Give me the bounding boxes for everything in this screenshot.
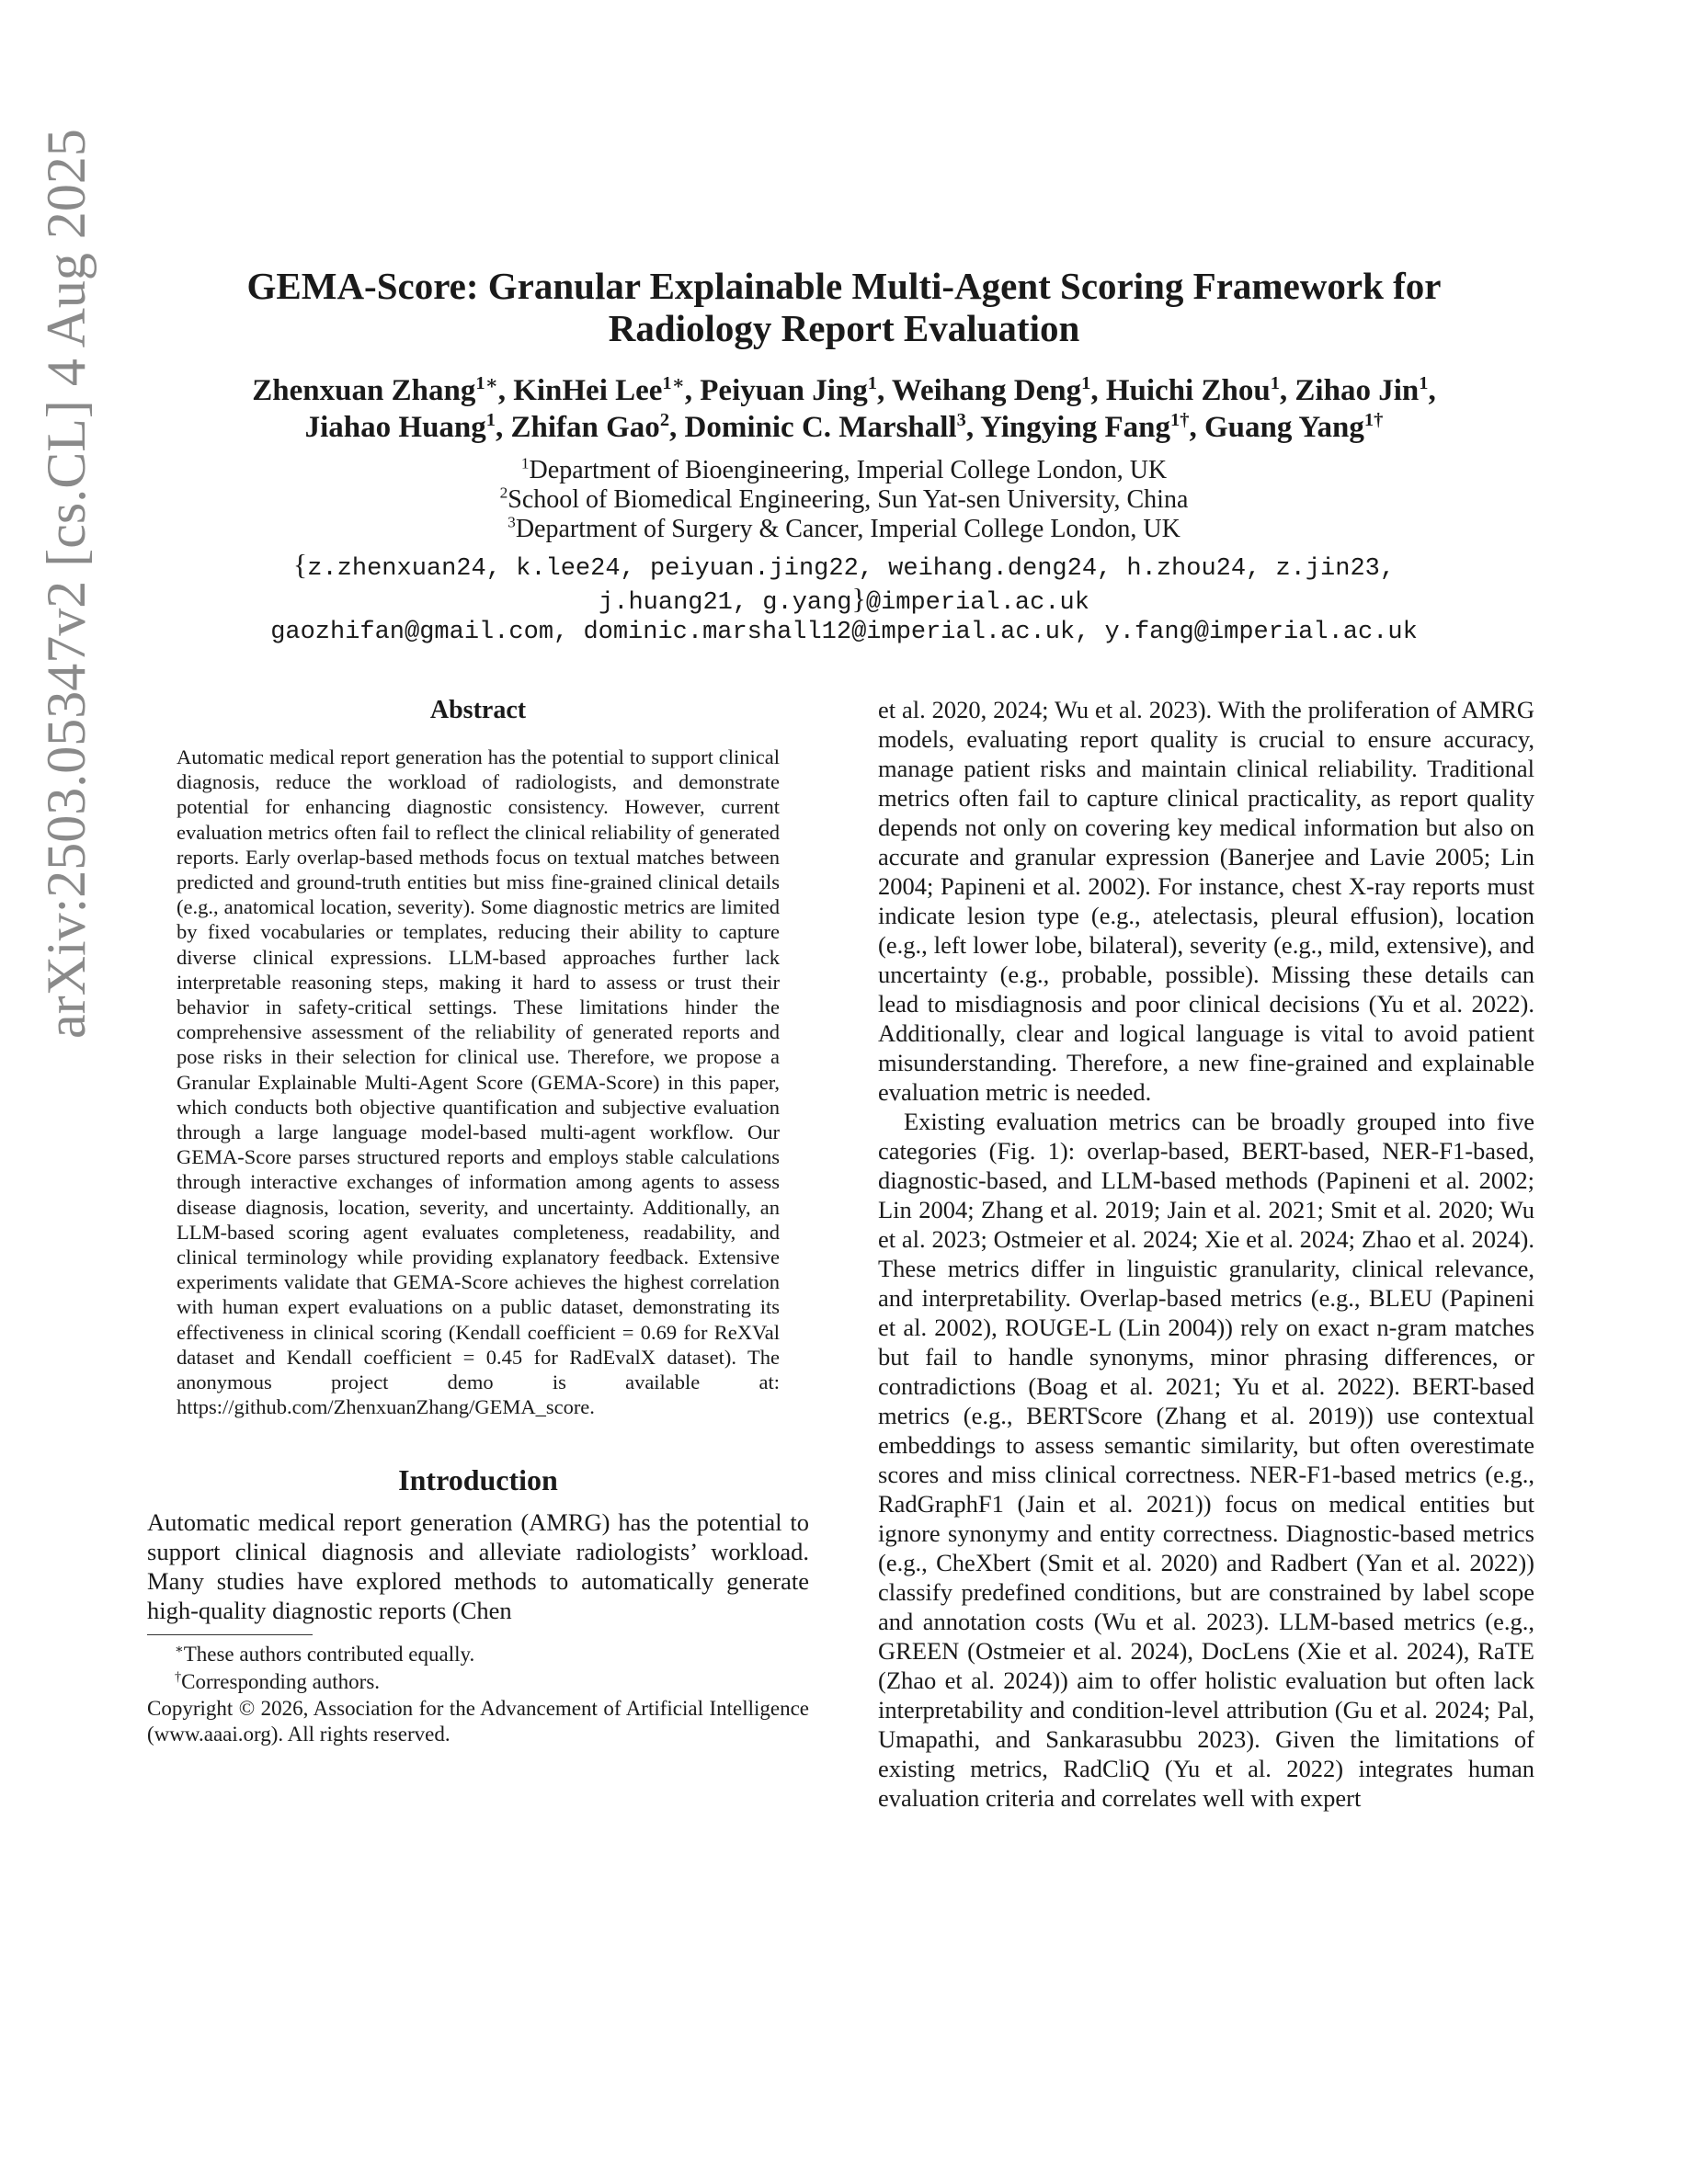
authors-line-2: [138, 409, 1550, 446]
title-line-1: GEMA-Score: Granular Explainable Multi-Agent Scoring Framework for: [246, 265, 1442, 307]
email-line-3: gaozhifan@gmail.com, dominic.marshall12@imperial.ac.uk, y.fang@imperial.ac.uk: [270, 619, 1418, 646]
author: Jiahao Huang$^1$,: [304, 410, 511, 444]
title-line-2: Radiology Report Evaluation: [608, 307, 1080, 349]
author-list: [138, 372, 1550, 446]
footnote-corresponding: †Corresponding authors.: [175, 1669, 381, 1694]
body-paragraph: et al. 2020, 2024; Wu et al. 2023). With the proliferation of AMRG models, evaluating report quality is crucial to ensure accuracy, manage patient risks and maintain clinical reliability. Traditional metrics often fail to capture clinical practicality, as report quality depends not only on covering key medical information but also on accurate and granular expression (Banerjee and Lavie 2005; Lin 2004; Papineni et al. 2002). For instance, chest X-ray reports must indicate lesion type (e.g., atelectasis, pleural effusion), location (e.g., left lower lobe, bilateral), severity (e.g., mild, extensive), and uncertainty (e.g., probable, possible). Missing these details can lead to misdiagnosis and poor clinical decisions (Yu et al. 2022). Additionally, clear and logical language is vital to avoid patient misunderstanding. Therefore, a new fine-grained and explainable evaluation metric is needed.: [878, 696, 1534, 1106]
author: Zihao Jin$^1$,: [1295, 373, 1436, 407]
author: Weihang Deng$^1$,: [891, 373, 1106, 407]
copyright-notice: Copyright © 2026, Association for the Advancement of Artificial Intelligence (www.aaai.org). All rights reserved.: [147, 1697, 809, 1746]
authors-line-1: [138, 372, 1550, 409]
affiliation: $^2$School of Biomedical Engineering, Sun Yat-sen University, China: [499, 483, 1189, 514]
body-paragraph: Existing evaluation metrics can be broadly grouped into five categories (Fig. 1): overlap-based, BERT-based, NER-F1-based, diagnostic-based, and LLM-based methods (Papineni et al. 2002; Lin 2004; Zhang et al. 2019; Jain et al. 2021; Smit et al. 2020; Wu et al. 2023; Ostmeier et al. 2024; Xie et al. 2024; Zhao et al. 2024). These metrics differ in linguistic granularity, clinical relevance, and interpretability. Overlap-based metrics (e.g., BLEU (Papineni et al. 2002), ROUGE-L (Lin 2004)) rely on exact n-gram matches but fail to handle synonyms, minor phrasing differences, or contradictions (Boag et al. 2021; Yu et al. 2022). BERT-based metrics (e.g., BERTScore (Zhang et al. 2019)) use contextual embeddings to assess semantic similarity, but often overestimate scores and miss clinical correctness. NER-F1-based metrics (e.g., RadGraphF1 (Jain et al. 2021)) focus on medical entities but ignore synonymy and entity correctness. Diagnostic-based metrics (e.g., CheXbert (Smit et al. 2020) and Radbert (Yan et al. 2022)) classify predefined conditions, but are constrained by label scope and annotation costs (Wu et al. 2023). LLM-based metrics (e.g., GREEN (Ostmeier et al. 2024), DocLens (Xie et al. 2024), RaTE (Zhao et al. 2024)) aim to offer holistic evaluation but often lack interpretability and condition-level attribution (Gu et al. 2024; Pal, Umapathi, and Sankarasubbu 2023). Given the limitations of existing metrics, RadCliQ (Yu et al. 2022) integrates human evaluation criteria and correlates well with expert: [878, 1108, 1534, 1812]
author: Yingying Fang$^{1\dagger}$,: [980, 410, 1204, 444]
author: Zhifan Gao$^2$,: [510, 410, 685, 444]
right-column: [878, 695, 1534, 1813]
footnote-equal-contribution: ∗These authors contributed equally.: [175, 1642, 475, 1666]
author: Guang Yang$^{1\dagger}$: [1203, 410, 1384, 444]
email-addresses: [138, 550, 1550, 647]
author: Zhenxuan Zhang$^{1∗}$,: [252, 373, 514, 407]
arxiv-identifier: arXiv:2503.05347v2 [cs.CL] 4 Aug 2025: [36, 129, 97, 1039]
author: Dominic C. Marshall$^3$,: [684, 410, 981, 444]
affiliation: $^3$Department of Surgery & Cancer, Imperial College London, UK: [508, 513, 1180, 543]
email-line-2: j.huang21, g.yang}@imperial.ac.uk: [599, 582, 1089, 617]
author: Peiyuan Jing$^1$,: [700, 373, 892, 407]
affiliation: $^1$Department of Bioengineering, Imperial College London, UK: [520, 454, 1168, 484]
abstract-heading: Abstract: [429, 696, 527, 724]
introduction-heading: Introduction: [398, 1463, 558, 1497]
introduction-paragraph: Automatic medical report generation (AMRG) has the potential to support clinical diagnosis and alleviate radiologists’ workload. Many studies have explored methods to automatically generate high-quality diagnostic reports (Chen: [147, 1508, 809, 1625]
author: Huichi Zhou$^1$,: [1105, 373, 1295, 407]
footnote-rule: [147, 1634, 313, 1635]
email-line-1: {z.zhenxuan24, k.lee24, peiyuan.jing22, weihang.deng24, h.zhou24, z.jin23,: [292, 548, 1396, 583]
paper-title: [138, 265, 1550, 349]
affiliations: [138, 456, 1550, 544]
abstract-text: Automatic medical report generation has the potential to support clinical diagnosis, reduce the workload of radiologists, and demonstrate potential for enhancing diagnostic consistency. However, current evaluation metrics often fail to reflect the clinical reliability of generated reports. Early overlap-based methods focus on textual matches between predicted and ground-truth entities but miss fine-grained clinical details (e.g., anatomical location, severity). Some diagnostic metrics are limited by fixed vocabularies or templates, reducing their ability to capture diverse clinical expressions. LLM-based approaches further lack interpretable reasoning steps, making it hard to assess or trust their behavior in safety-critical settings. These limitations hinder the comprehensive assessment of the reliability of generated reports and pose risks in their selection for clinical use. Therefore, we propose a Granular Explainable Multi-Agent Score (GEMA-Score) in this paper, which conducts both objective quantification and subjective evaluation through a large language model-based multi-agent workflow. Our GEMA-Score parses structured reports and employs stable calculations through interactive exchanges of information among agents to assess disease diagnosis, location, severity, and uncertainty. Additionally, an LLM-based scoring agent evaluates completeness, readability, and clinical terminology while providing explanatory feedback. Extensive experiments validate that GEMA-Score achieves the highest correlation with human expert evaluations on a public dataset, demonstrating its effectiveness in clinical scoring (Kendall coefficient = 0.69 for ReXVal dataset and Kendall coefficient = 0.45 for RadEvalX dataset). The anonymous project demo is available at: https://github.com/ZhenxuanZhang/GEMA_score.: [177, 745, 780, 1419]
left-column: [147, 695, 809, 1747]
author: KinHei Lee$^{1∗}$,: [513, 373, 701, 407]
